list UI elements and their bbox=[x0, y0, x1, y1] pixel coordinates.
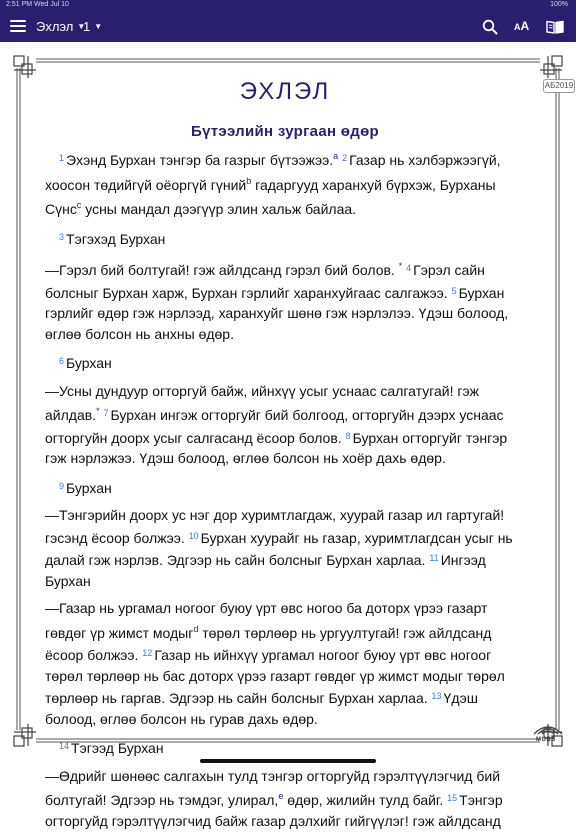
footnote-marker[interactable]: b bbox=[246, 175, 252, 186]
chevron-down-icon: ▼ bbox=[94, 22, 103, 31]
footnote-marker[interactable]: a bbox=[333, 151, 339, 161]
verse-text: Эхэнд Бурхан тэнгэр ба газрыг бүтээжээ. bbox=[66, 152, 334, 168]
verse-text: Газар нь ийнхүү ургамал ногоог буюу үрт өвс ногоог төрөл төрлөөр нь бас доторх үрээ газарт гөвдөг үр жимст модыг төрөл төрлөөр нь гаргав. Эдгээр нь сайн болсныг Бурхан харлаа. bbox=[45, 647, 505, 706]
search-icon[interactable] bbox=[482, 19, 498, 35]
verse-number[interactable]: 5 bbox=[451, 285, 457, 296]
verse-number[interactable]: 2 bbox=[342, 153, 348, 163]
verse-text: Бурхан ингэж огторгуйг бий болгоод, огторгуйн дээрх уснаас огторгуйн доорх усыг салгасанд ёсоор болов. bbox=[45, 407, 504, 446]
version-badge[interactable]: АБ2019 bbox=[543, 79, 575, 93]
book-title: ЭХЛЭЛ bbox=[239, 78, 331, 105]
paragraph bbox=[45, 227, 525, 250]
chapter-selector[interactable] bbox=[83, 19, 102, 34]
paragraph bbox=[45, 598, 525, 729]
verse-number[interactable]: 10 bbox=[188, 530, 199, 541]
app-toolbar bbox=[0, 0, 576, 42]
verse-number[interactable]: 14 bbox=[59, 741, 70, 751]
verse-text: Тэнгэр огторгуйд гэрэлтүүлэгчид байж газар дэлхийг гийгүүлэг! гэж айлдсанд bbox=[45, 792, 503, 829]
font-size-icon[interactable] bbox=[514, 19, 529, 33]
verse-text: —Тэнгэрийн доорх ус нэг дор хуримтлагдаж, хуурай газар ил гартугай! гэсэнд ёсоор болжээ. bbox=[45, 507, 505, 546]
verse-text: усны мандал дээгүүр элин хальж байлаа. bbox=[81, 201, 357, 217]
footnote-marker[interactable]: d bbox=[193, 623, 199, 634]
verse-text: —Усны дундуур огторгуй байж, ийнхүү усыг уснаас салгатугай! гэж айлдав. bbox=[45, 382, 480, 423]
verse-text: Бурхан огторгуйг тэнгэр гэж нэрлэжээ. Үдэш болоод, өглөө болсон нь хоёр дахь өдөр. bbox=[45, 429, 508, 466]
paragraph bbox=[45, 146, 525, 220]
verse-text: Тэгээд Бурхан bbox=[71, 740, 164, 756]
verse-number[interactable]: 8 bbox=[345, 430, 351, 441]
verse-text: Ингээд Бурхан bbox=[45, 552, 486, 589]
footnote-marker[interactable]: c bbox=[76, 200, 82, 210]
verse-text: Бурхан bbox=[66, 479, 112, 496]
verse-number[interactable]: 7 bbox=[103, 408, 109, 418]
verse-text: гадаргууд харанхуй бүрхэж, Бурханы Сүнс bbox=[45, 176, 496, 217]
verse-text: Газар нь хэлбэржээгүй, хоосон төдийгүй оёоргүй гүний bbox=[45, 152, 501, 193]
menu-icon[interactable] bbox=[10, 20, 26, 32]
verse-number[interactable]: 4 bbox=[406, 263, 412, 273]
paragraph bbox=[45, 256, 525, 344]
verse-text: Тэгэхэд Бурхан bbox=[66, 230, 166, 247]
footnote-marker[interactable]: * bbox=[96, 406, 100, 416]
paragraph bbox=[45, 736, 525, 759]
verse-text: —Өдрийг шөнөөс салгахын тулд тэнгэр огторгуйд гэрэлтүүлэгчид бий болтугай! Эдгээр нь тэмдэг, улирал, bbox=[45, 767, 501, 808]
status-time: 2:51 PM Wed Jul 10 bbox=[6, 1, 69, 8]
chapter-selector-label: 1 bbox=[83, 19, 91, 34]
footnote-marker[interactable]: * bbox=[398, 261, 403, 271]
verse-text: —Газар нь ургамал ногоог буюу үрт өвс ногоо ба доторх үрээ газарт гөвдөг үр жимст модыг bbox=[45, 600, 488, 641]
verse-text: өдөр, жилийн тулд байг. bbox=[283, 792, 444, 808]
status-bar bbox=[0, 0, 576, 12]
verse-number[interactable]: 9 bbox=[59, 480, 65, 491]
section-heading: Бүтээлийн зургаан өдөр bbox=[190, 123, 380, 140]
font-size-large-a: A bbox=[520, 19, 530, 33]
home-indicator bbox=[200, 759, 376, 763]
paragraph bbox=[45, 351, 525, 374]
verse-text: Гэрэл сайн болсныг Бурхан харж, Бурхан гэрлийг харанхуйгаас салгажээ. bbox=[45, 262, 485, 301]
paragraph bbox=[45, 505, 525, 591]
logo-text: MUBS bbox=[536, 737, 556, 743]
verse-text: Бурхан гэрлийг өдөр гэж нэрлээд, харанхуйг шөнө гэж нэрлэлээ. Үдэш болоод, өглөө болсон нь анхны өдөр. bbox=[45, 284, 509, 342]
font-size-small-a: A bbox=[514, 22, 521, 32]
verse-number[interactable]: 15 bbox=[447, 793, 458, 803]
verse-text: Бурхан хуурайг нь газар, хуримтлагдсан усыг нь далай гэж нэрлэв. Эдгээр нь сайн болсныг Бурхан харлаа. bbox=[45, 529, 513, 568]
paragraph bbox=[45, 766, 525, 832]
book-selector[interactable] bbox=[36, 19, 85, 34]
verse-text: төрөл төрлөөр нь ургуултугай! гэж айлдсанд ёсоор болжээ. bbox=[45, 624, 492, 663]
verse-number[interactable]: 13 bbox=[431, 691, 442, 701]
verse-number[interactable]: 6 bbox=[59, 356, 65, 366]
footnote-marker[interactable]: e bbox=[278, 791, 284, 801]
verse-number[interactable]: 11 bbox=[429, 553, 439, 563]
status-battery: 100% bbox=[550, 1, 568, 8]
paragraph bbox=[45, 476, 525, 499]
verse-number[interactable]: 1 bbox=[59, 153, 65, 163]
book-open-icon[interactable] bbox=[546, 20, 564, 34]
verse-text: —Гэрэл бий болтугай! гэж айлдсанд гэрэл бий болов. bbox=[45, 262, 395, 278]
paragraph bbox=[45, 381, 525, 469]
verse-text: Бурхан bbox=[66, 355, 112, 371]
reader-content bbox=[45, 72, 525, 838]
book-selector-label: Эхлэл bbox=[36, 19, 74, 34]
chevron-down-icon: ▼ bbox=[77, 22, 86, 31]
verse-number[interactable]: 12 bbox=[142, 648, 153, 658]
verse-text: Үдэш болоод, өглөө болсон нь гурав дахь өдөр. bbox=[45, 690, 479, 727]
verse-number[interactable]: 3 bbox=[59, 231, 65, 242]
